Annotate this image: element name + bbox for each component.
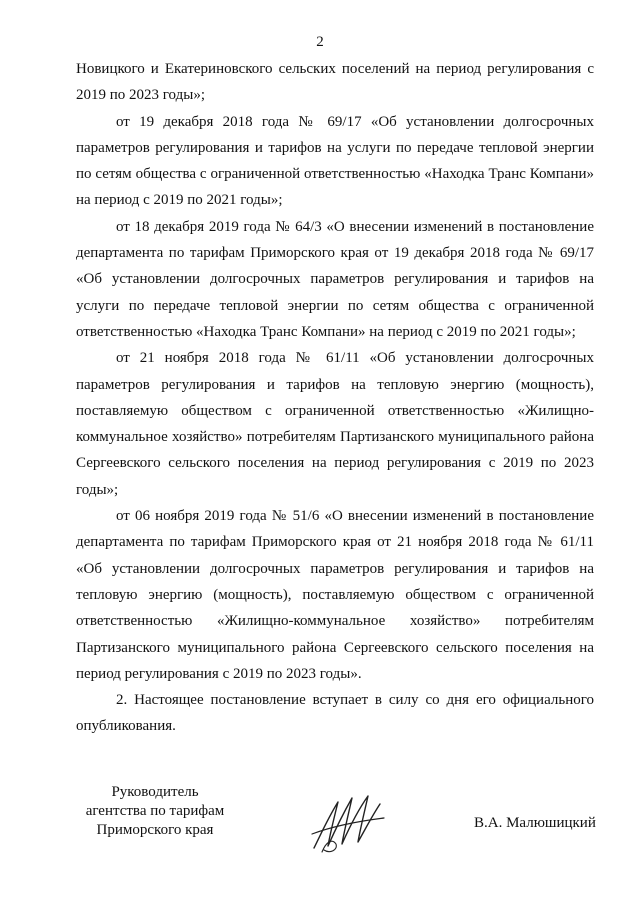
paragraph-0: Новицкого и Екатериновского сельских поселений на период регулирования с 2019 по 2023 годы»;: [76, 61, 594, 104]
position-line-3: Приморского края: [96, 822, 214, 838]
document-body: [76, 56, 594, 740]
handwritten-signature-icon: [308, 788, 390, 858]
page-number: 2: [316, 34, 324, 50]
paragraph-3: от 21 ноября 2018 года № 61/11 «Об установлении долгосрочных параметров регулирования и тарифов на тепловую энергию (мощность), поставляемую обществом с ограниченной ответственностью «Жилищно-коммунальное хозяйство» потребителям Партизанского муниципального района Сергеевского сельского поселения на период регулирования с 2019 по 2023 годы»;: [76, 350, 594, 498]
paragraph-5: 2. Настоящее постановление вступает в силу со дня его официального опубликования.: [76, 692, 594, 735]
paragraph-2: от 18 декабря 2019 года № 64/3 «О внесении изменений в постановление департамента по тарифам Приморского края от 19 декабря 2018 года № 69/17 «Об установлении долгосрочных параметров регулирования и тарифов на услуги по передаче тепловой энергии по сетям общества с ограниченной ответственностью «Находка Транс Компани» на период с 2019 по 2021 годы»;: [76, 218, 594, 340]
signatory-position: [80, 783, 230, 840]
paragraph-4: от 06 ноября 2019 года № 51/6 «О внесении изменений в постановление департамента по тарифам Приморского края от 21 ноября 2018 года № 61/11 «Об установлении долгосрочных параметров регулирования и тарифов на тепловую энергию (мощность), поставляемую обществом с ограниченной ответственностью «Жилищно-коммунальное хозяйство» потребителям Партизанского муниципального района Сергеевского сельского поселения на период регулирования с 2019 по 2023 годы».: [76, 508, 594, 682]
position-line-1: Руководитель: [111, 784, 199, 800]
signatory-name: В.А. Малюшицкий: [474, 815, 596, 831]
paragraph-1: от 19 декабря 2018 года № 69/17 «Об установлении долгосрочных параметров регулирования и тарифов на услуги по передаче тепловой энергии по сетям общества с ограниченной ответственностью «Находка Транс Компани» на период с 2019 по 2021 годы»;: [76, 113, 594, 209]
position-line-2: агентства по тарифам: [85, 803, 225, 819]
